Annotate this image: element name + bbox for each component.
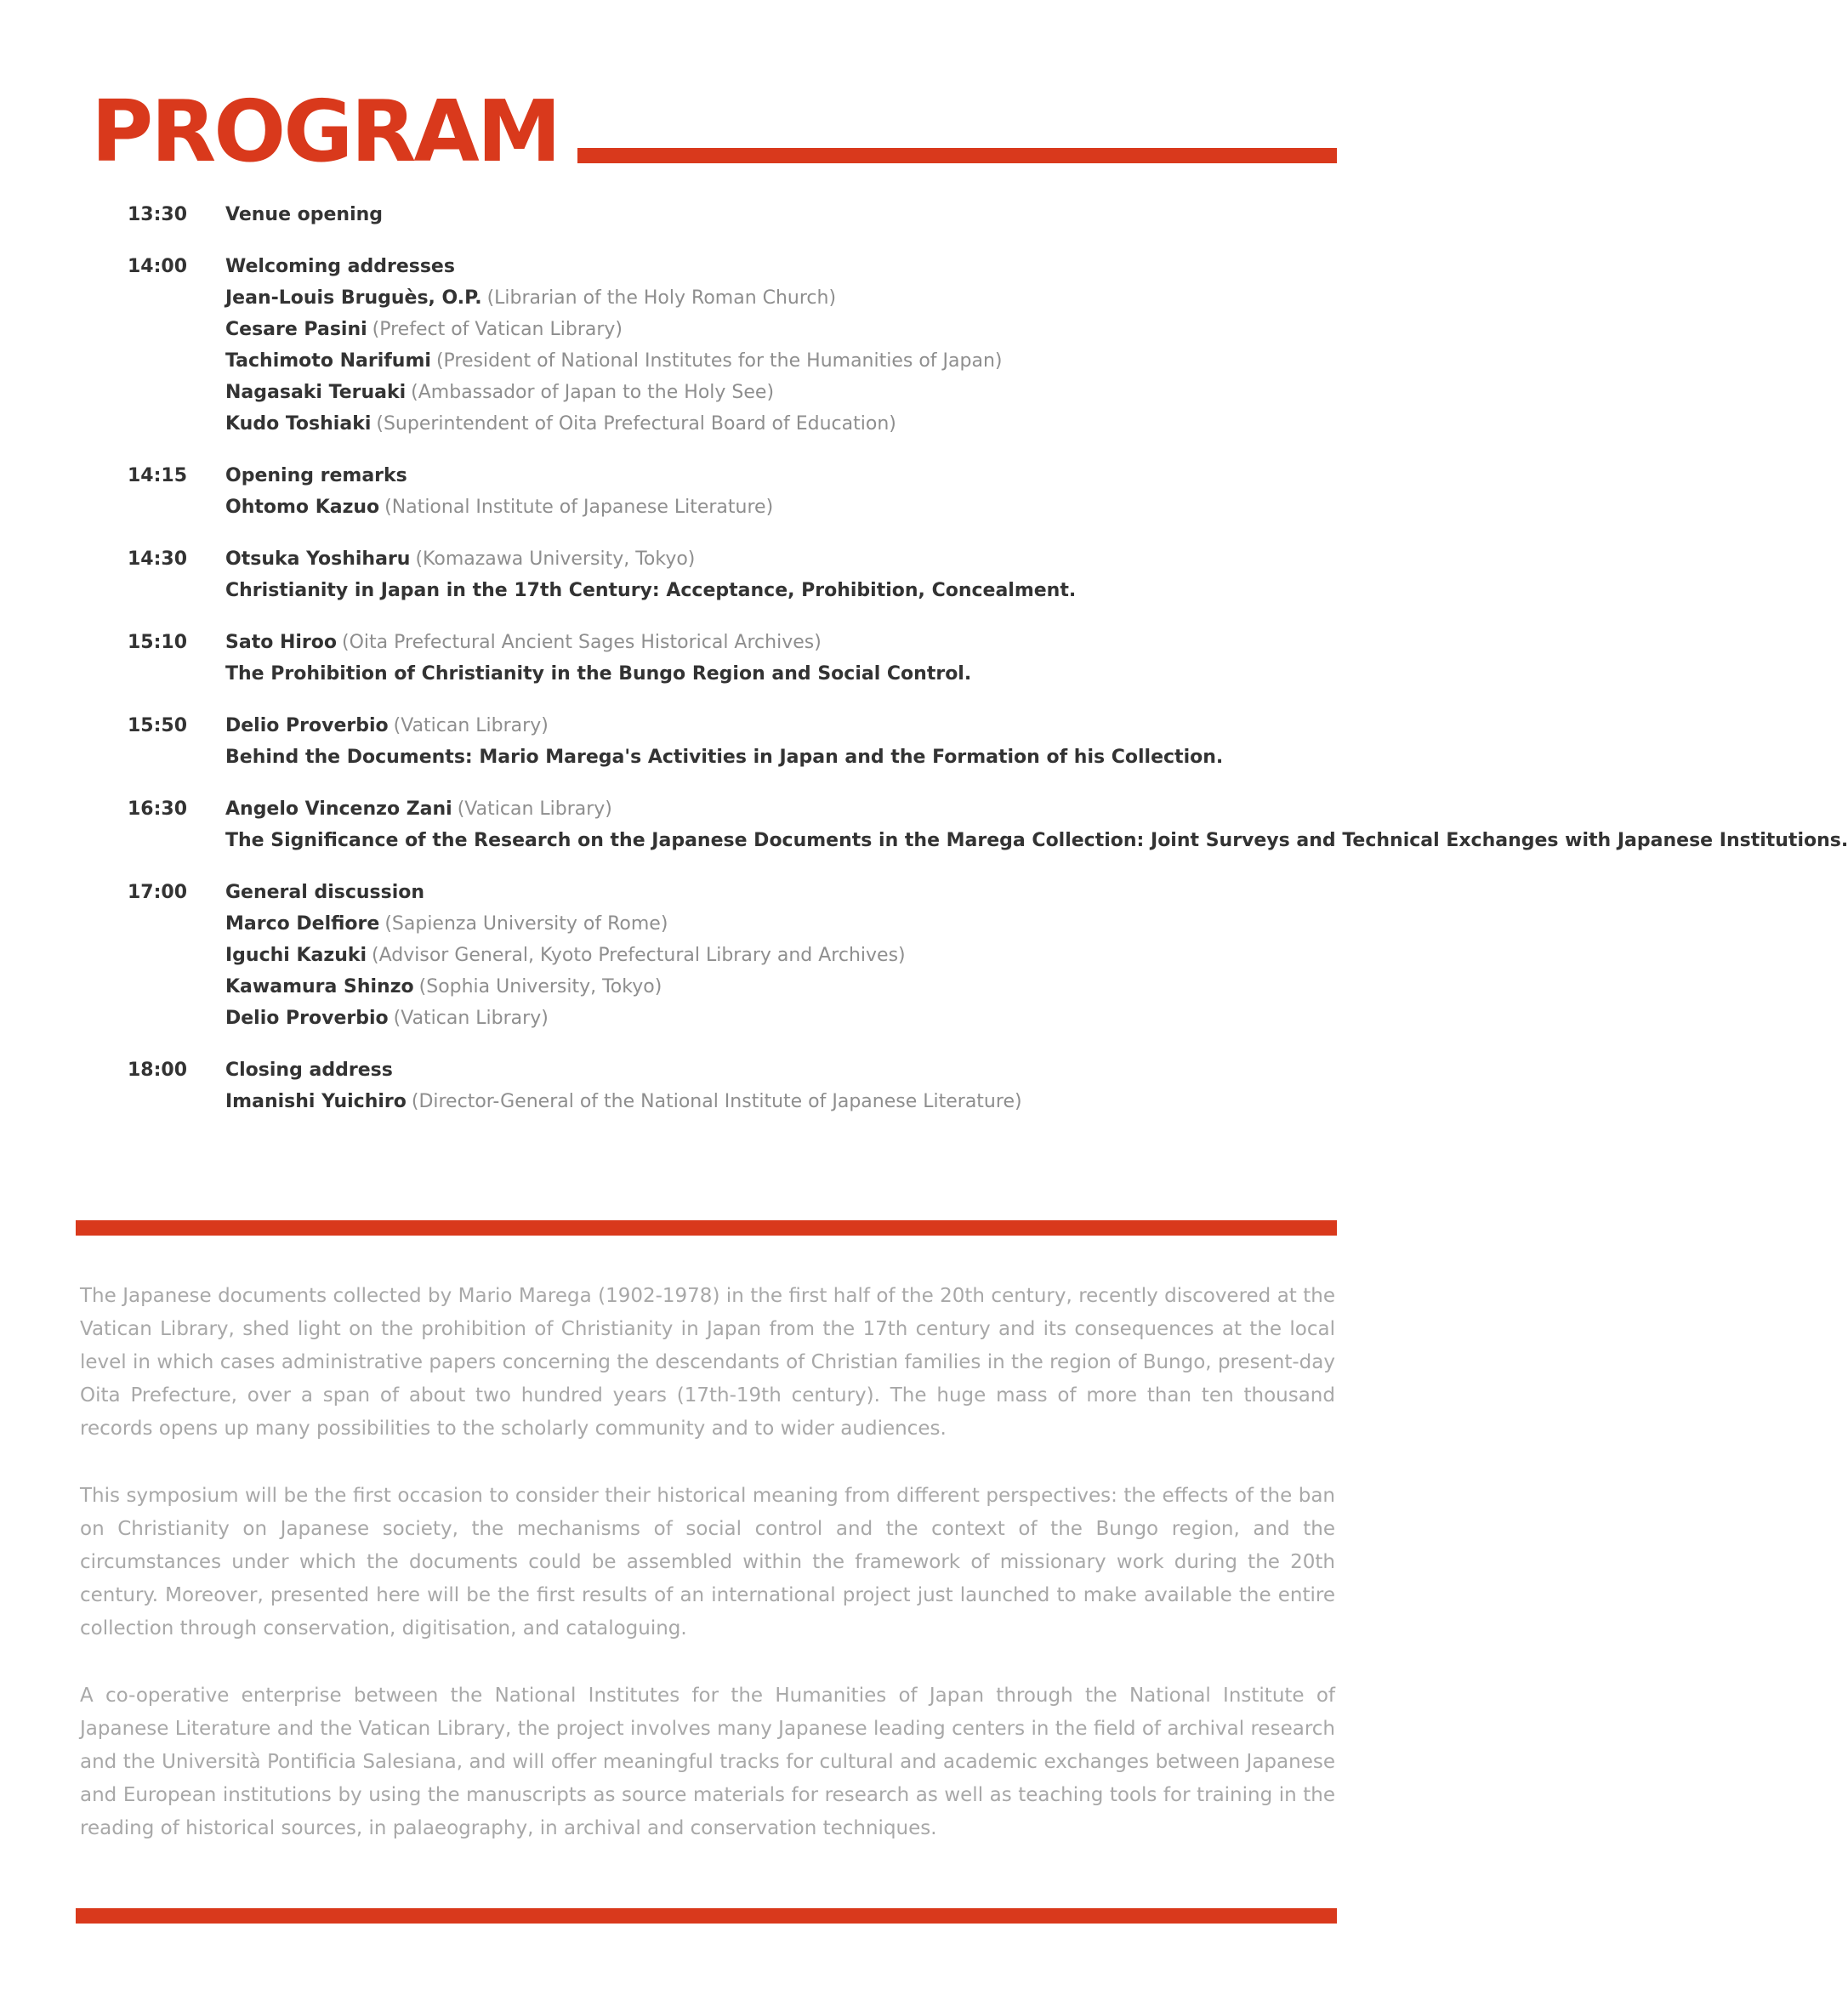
program-time: 14:00 [128, 256, 188, 277]
program-line [128, 1060, 1335, 1091]
program-item [128, 882, 1335, 1039]
program-line [128, 663, 1335, 695]
speaker-affiliation: (Superintendent of Oita Prefectural Board of Education) [376, 413, 896, 435]
speaker-name: Angelo Vincenzo Zani [225, 798, 452, 820]
speaker-name: Delio Proverbio [225, 715, 389, 736]
talk-title: Behind the Documents: Mario Marega's Activities in Japan and the Formation of his Collection. [225, 747, 1224, 768]
speaker-affiliation: (Director-General of the National Institute of Japanese Literature) [411, 1091, 1022, 1112]
program-line [128, 350, 1335, 382]
program-line [128, 976, 1335, 1008]
speaker-name: Otsuka Yoshiharu [225, 548, 411, 570]
description [80, 1280, 1335, 1879]
speaker-name: Imanishi Yuichiro [225, 1091, 407, 1112]
speaker-name: Delio Proverbio [225, 1008, 389, 1029]
title-rule [577, 148, 1337, 163]
description-paragraph: A co-operative enterprise between the National Institutes for the Humanities of Japan through the National Institute of Japanese Literature and the Vatican Library, the project involves many Japanese leading centers in the field of archival research and the Università Pontificia Salesiana, and will offer meaningful tracks for cultural and academic exchanges between Japanese and European institutions by using the manuscripts as source materials for research as well as teaching tools for training in the reading of historical sources, in palaeography, in archival and conservation techniques. [80, 1685, 1335, 1839]
divider-bottom [76, 1908, 1337, 1924]
header [91, 82, 1337, 181]
program-time: 16:30 [128, 798, 188, 820]
speaker-name: Nagasaki Teruaki [225, 382, 407, 403]
talk-title: The Prohibition of Christianity in the Bungo Region and Social Control. [225, 663, 972, 685]
program-line [128, 319, 1335, 350]
program-line [128, 830, 1848, 861]
page-title: PROGRAM [91, 82, 560, 181]
speaker-affiliation: (Advisor General, Kyoto Prefectural Library and Archives) [372, 945, 906, 966]
program-line [128, 1008, 1335, 1039]
speaker-affiliation: (President of National Institutes for the Humanities of Japan) [435, 350, 1003, 372]
program-line [128, 256, 1335, 287]
program-line [128, 465, 1335, 497]
speaker-affiliation: (Vatican Library) [457, 798, 612, 820]
program-time: 17:00 [128, 882, 188, 903]
speaker-name: Sato Hiroo [225, 632, 338, 653]
description-paragraph: The Japanese documents collected by Mario Marega (1902-1978) in the first half of the 20th century, recently discovered at the Vatican Library, shed light on the prohibition of Christianity in Japan from the 17th century and its consequences at the local level in which cases administrative papers concerning the descendants of Christian families in the region of Bungo, present-day Oita Prefecture, over a span of about two hundred years (17th-19th century). The huge mass of more than ten thousand records opens up many possibilities to the scholarly community and to wider audiences. [80, 1285, 1335, 1440]
speaker-name: Cesare Pasini [225, 319, 367, 340]
program-title: Welcoming addresses [225, 256, 455, 277]
speaker-affiliation: (Vatican Library) [393, 1008, 549, 1029]
speaker-affiliation: (Prefect of Vatican Library) [372, 319, 623, 340]
divider-top [76, 1220, 1337, 1236]
program-line [128, 945, 1335, 976]
program-line [128, 204, 1335, 236]
program-schedule [128, 204, 1848, 1143]
program-item [128, 548, 1335, 611]
program-item [128, 715, 1335, 778]
program-line [128, 632, 1335, 663]
program-time: 13:30 [128, 204, 188, 225]
program-title: Opening remarks [225, 465, 407, 486]
program-item [128, 465, 1335, 528]
program-item [128, 256, 1335, 445]
program-line [128, 882, 1335, 913]
program-time: 14:30 [128, 548, 188, 570]
program-line [128, 382, 1335, 413]
speaker-name: Tachimoto Narifumi [225, 350, 431, 372]
speaker-affiliation: (Oita Prefectural Ancient Sages Historical Archives) [342, 632, 822, 653]
speaker-name: Iguchi Kazuki [225, 945, 367, 966]
program-line [128, 413, 1335, 445]
program-item [128, 798, 1848, 861]
speaker-affiliation: (Ambassador of Japan to the Holy See) [411, 382, 775, 403]
program-title: General discussion [225, 882, 425, 903]
talk-title: Christianity in Japan in the 17th Century: Acceptance, Prohibition, Concealment. [225, 580, 1077, 601]
program-time: 14:15 [128, 465, 188, 486]
program-line [128, 715, 1335, 747]
program-title: Closing address [225, 1060, 393, 1081]
speaker-name: Marco Delfiore [225, 913, 380, 935]
speaker-name: Kudo Toshiaki [225, 413, 372, 435]
program-line [128, 287, 1335, 319]
program-item [128, 632, 1335, 695]
speaker-affiliation: (Vatican Library) [393, 715, 549, 736]
program-title: Venue opening [225, 204, 384, 225]
talk-title: The Significance of the Research on the Japanese Documents in the Marega Collection: Joint Surveys and Technical Exchanges with Japanese Institutions. [225, 830, 1848, 851]
program-line [128, 580, 1335, 611]
program-line [128, 548, 1335, 580]
speaker-name: Jean-Louis Bruguès, O.P. [225, 287, 482, 309]
program-time: 15:50 [128, 715, 188, 736]
description-paragraph: This symposium will be the first occasion to consider their historical meaning from different perspectives: the effects of the ban on Christianity on Japanese society, the mechanisms of social control and the context of the Bungo region, and the circumstances under which the documents could be assembled within the framework of missionary work during the 20th century. Moreover, presented here will be the first results of an international project just launched to make available the entire collection through conservation, digitisation, and cataloguing. [80, 1485, 1335, 1640]
speaker-affiliation: (Sapienza University of Rome) [384, 913, 668, 935]
program-line [128, 1091, 1335, 1122]
speaker-affiliation: (Komazawa University, Tokyo) [415, 548, 696, 570]
program-item [128, 1060, 1335, 1122]
program-line [128, 798, 1335, 830]
program-time: 18:00 [128, 1060, 188, 1081]
program-line [128, 913, 1335, 945]
program-line [128, 497, 1335, 528]
speaker-affiliation: (Sophia University, Tokyo) [418, 976, 662, 997]
speaker-affiliation: (Librarian of the Holy Roman Church) [486, 287, 837, 309]
program-line [128, 747, 1335, 778]
program-item [128, 204, 1335, 236]
speaker-name: Ohtomo Kazuo [225, 497, 380, 518]
program-time: 15:10 [128, 632, 188, 653]
speaker-name: Kawamura Shinzo [225, 976, 414, 997]
speaker-affiliation: (National Institute of Japanese Literature) [384, 497, 774, 518]
